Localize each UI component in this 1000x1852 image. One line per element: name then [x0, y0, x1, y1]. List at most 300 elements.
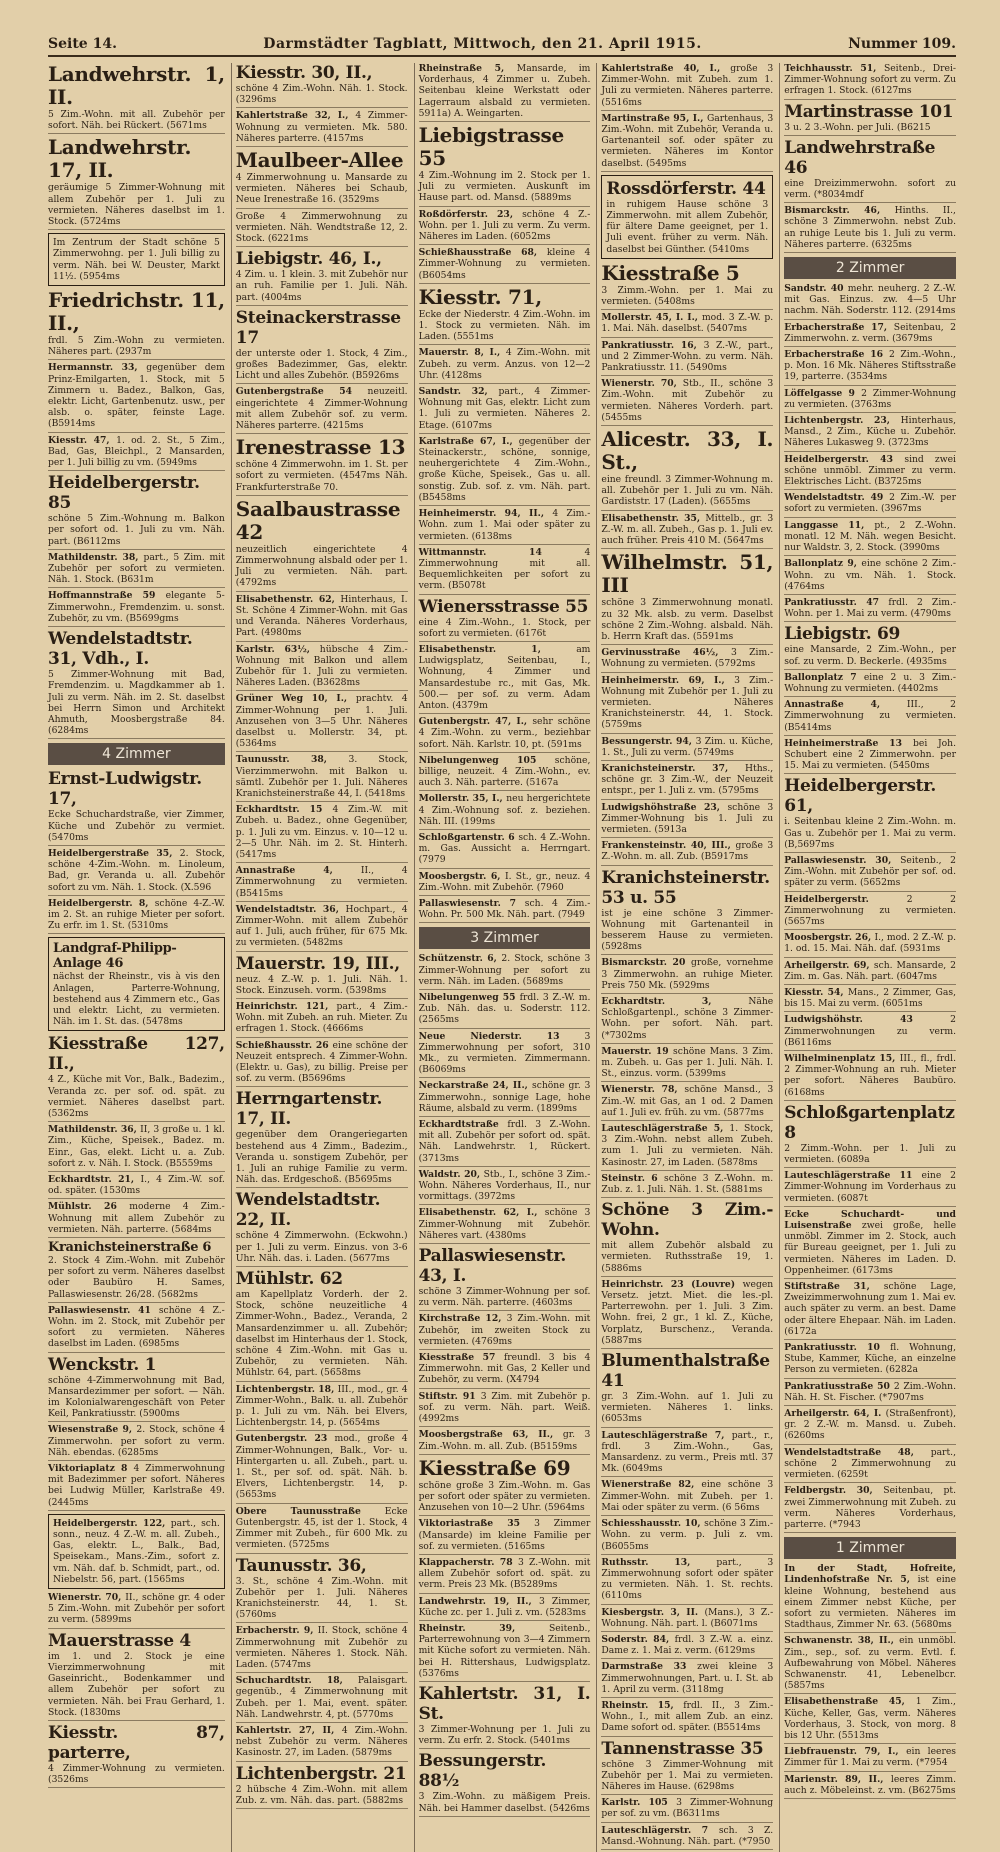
classified-ad: [236, 865, 408, 902]
classified-ad: [784, 597, 956, 622]
ad-lead: Karlstr. 105: [601, 1797, 677, 1809]
ad-lead: Martinstraße 95, I.,: [601, 112, 707, 124]
ad-headline: Maulbeer-Allee: [235, 148, 404, 173]
classified-ad: [784, 102, 956, 136]
ad-text: part., schöne 2 Zimmerwohnung zu vermieten. (6259t: [784, 1446, 956, 1481]
ad-lead: Heinheimerstraße 13: [784, 737, 914, 749]
classified-ad: [48, 1305, 225, 1353]
ad-text: frdl. 3 Z.-W. m. Zub. Näh. das. u. Soderstr. 112. (2565ms: [418, 992, 591, 1026]
ad-text: am Kapellplatz Vorderh. der 2. Stock, schöne neuzeitliche 4 Zimmer-Wohn., Badez., Veranda, 2 Mansardenzimmer u. all. Zubehör; daselbst im Hinterhaus der 1. Stock, schöne 4 Zim.-Wohn. mit Gas u. Zubehör, zu vermieten. Näh. Mühlstr. 64, part. (5658ms: [235, 1289, 408, 1379]
ad-text: 4 Zim.-Wohn. nebst Zubehör zu verm. Näheres Kasinostr. 27, im Laden. (5879ms: [235, 1724, 408, 1759]
ad-text: schöne 3 Zimmerwohnung monatl. zu 32 Mk. alsb. zu verm. Daselbst schöne 2 Zim.-Wohng. alsbald. Näh. b. Herrn Kraft das. (5591ms: [601, 597, 774, 642]
ad-text: schöne 3 Zimmer-Wohnung mit Zubehör per 1. Mai zu vermieten. Näheres im Hause. (6298ms: [601, 1758, 774, 1792]
ad-lead: Mauerstr. 8, I.,: [418, 347, 506, 359]
ad-text: Hinths. II., schöne 3 Zimmerwohn. nebst Zub. an ruhige Leute bis 1. Juli zu verm. Näheres parterre. (6325ms: [784, 205, 956, 250]
ad-text: Gartenhaus, 3 Zim.-Wohn. mit Zubehör, Veranda u. Gartenanteil sof. oder später zu vermieten. Näheres im Kontor daselbst. (5495ms: [601, 112, 774, 169]
classified-ad: [419, 597, 591, 642]
classified-ad: [419, 716, 591, 753]
classified-ad: [419, 898, 591, 923]
classified-ad: [236, 1190, 408, 1267]
ad-text: Seitenb., Drei-Zimmer-Wohnung sofort zu verm. Zu erfragen 1. Stock. (6127ms: [784, 63, 956, 97]
ad-text: 1. Stock, 3 Zim.-Wohn. nebst allem Zubeh. zum 1. Juli zu vermieten. Näh. Kasinostr. 27, im Laden. (5878ms: [601, 1123, 774, 1168]
classified-ad: [48, 362, 225, 432]
ad-text: sch. 4 Zim.-Wohn. Pr. 500 Mk. Näh. part. (7949: [418, 897, 591, 921]
classified-ad: [784, 1447, 956, 1484]
classified-ad: [419, 1169, 591, 1206]
classified-ad: [48, 136, 225, 230]
classified-ad: [419, 247, 591, 284]
classified-ad: [236, 249, 408, 306]
ad-lead: Pankratiusstraße 50: [784, 1380, 894, 1392]
ad-lead: Heidelbergerstr. 122,: [53, 1517, 171, 1529]
classified-ad: [601, 1797, 773, 1822]
ad-lead: Sandstr. 40: [784, 283, 848, 295]
classified-ad: [601, 647, 773, 672]
ad-lead: In der Stadt, Hofreite, Lindenhofstraße Nr. 5,: [784, 1563, 956, 1586]
ad-headline: Herrngartenstr. 17, II.: [235, 1089, 383, 1130]
ad-lead: Moosbergstr. 6,: [418, 870, 505, 882]
ad-text: Große 4 Zimmerwohnung zu vermieten. Näh. Wendtstraße 12, 2. Stock. (6221ms: [235, 210, 408, 245]
ad-text: gegenüber dem Orangeriegarten bestehend aus 4 Zimm., Badezim., Veranda u. sonstigem Zubehör, per 1. Juli an ruhige Familie zu verm. Näh. das. Erdgeschoß. (B5695ms: [235, 1129, 408, 1186]
ad-text: Hths., schöne gr. 3 Zim.-W., der Neuzeit entspr., per 1. Juli z. vm. (5795ms: [601, 762, 774, 797]
classified-ad: [419, 1623, 591, 1682]
ad-text: kleine 4 Zimmer-Wohnung zu vermieten. (B6054ms: [418, 247, 591, 281]
ad-lead: Gervinusstraße 46½,: [601, 647, 731, 659]
ad-text: Mansarde, im Vorderhaus, 4 Zimmer u. Zubeh. Seitenbau kleine Werkstatt oder Lagerraum alsbald zu vermieten. 5911a) A. Weingarten.: [418, 63, 591, 119]
ad-text: ist eine kleine Wohnung, bestehend aus einem Zimmer nebst Küche, per sofort zu vermieten. Näheres im Stadthaus, Zimmer Nr. 63. (5680ms: [784, 1574, 957, 1631]
classified-ad: [601, 763, 773, 800]
ad-lead: Landwehrstr. 19, II.,: [418, 1595, 539, 1607]
classified-ad: [48, 63, 225, 134]
ad-lead: Elisabethenstr. 62,: [235, 593, 341, 605]
ad-lead: Bismarckstr. 20: [601, 957, 691, 969]
ad-text: (Mans.), 3 Z.-Wohnung. Näh. part. l. (B6071ms: [601, 1606, 774, 1629]
classified-ad: [784, 1209, 956, 1279]
ad-text: schöne 4 Zimmerwohn. im 1. St. per sofort zu vermieten. (4547ms Näh. Frankfurterstraße 70.: [235, 459, 408, 493]
ad-text: 2. Stock, schöne 4-Zim.-Wohn. m. Linoleum, Bad, gr. Veranda u. all. Zubehör sofort zu vm. Näh. 1. Stock. (X.596: [48, 847, 225, 893]
ad-text: 4 Zim.-W. mit Zubeh. u. Badez., ohne Gegenüber, p. 1. Juli zu vm. Einzus. v. 10—12 u. 2—5 Uhr. Näh. im 2. St. Hinterh. (5417ms: [235, 804, 408, 860]
section-heading: 1 Zimmer: [784, 1537, 956, 1559]
ad-text: Seitenbau, pt. zwei Zimmerwohnung mit Zubeh. zu verm. Näheres Vorderhaus, parterre. (*7943: [784, 1485, 956, 1530]
ad-text: 3 Zimmerwohnung per sofort, 310 Mk., zu vermieten. Zimmermann. (B6069ms: [418, 1030, 591, 1076]
classified-ad: [48, 1723, 225, 1788]
ad-lead: Nibelungenweg 105: [418, 754, 555, 766]
ad-text: Ecke Gutenbergstr. 45, ist der 1. Stock, 4 Zimmer mit Zubeh., für 600 Mk. zu vermieten. (5725ms: [235, 1505, 408, 1551]
classified-ad: [784, 492, 956, 517]
ad-lead: Lauteschlägerstraße 5,: [601, 1123, 730, 1135]
ad-lead: Wendelstadtstr. 36,: [235, 903, 346, 915]
ad-headline: Ernst-Ludwigstr. 17,: [48, 769, 202, 810]
classified-ad: [48, 590, 225, 627]
ad-text: 3 Z.-W., part., und 2 Zimmer-Wohn. zu verm. Näh. Pankratiusstr. 11. (5490ms: [601, 339, 774, 374]
ad-lead: Wiesenstraße 9,: [48, 1424, 137, 1436]
ad-text: prachtv. 4 Zimmer-Wohnung per 1. Juli. Anzusehen von 3—5 Uhr. Näheres daselbst u. Mollerstr. 34, pt. (5364ms: [235, 693, 408, 750]
ad-text: eine Dreizimmerwohn. sofort zu verm. (*8034mdf: [784, 177, 956, 201]
classified-ad: [784, 1746, 956, 1771]
ad-headline: Liebigstr. 69: [784, 624, 901, 645]
ad-text: zwei kleine 3 Zimmerwohnungen, Part. u. I. St. ab 1. April zu verm. (3118mg: [601, 1661, 774, 1695]
ad-lead: Viktoriaplatz 8: [48, 1463, 134, 1475]
ad-text: frdl. 5 Zim.-Wohn zu vermieten. Näheres part. (2937m: [48, 335, 225, 358]
ad-lead: Heidelbergerstr. 8,: [48, 897, 155, 909]
ad-text: 3 Zim.-Wohnung zu vermieten. (5792ms: [601, 647, 774, 670]
classified-ad: [48, 1424, 225, 1461]
ad-text: Seitenb., Parterrewohnung von 3—4 Zimmern mit Küche sofort zu vermieten. Näh. bei H. Rittershaus, Ludwigsplatz. (5376ms: [418, 1622, 591, 1679]
classified-ad: [419, 63, 591, 122]
classified-ad: [419, 1119, 591, 1167]
ad-lead: Wilhelminenplatz 15,: [784, 1053, 900, 1064]
classified-ad: [48, 1514, 225, 1589]
ad-lead: Kiesstraße 57: [418, 1352, 504, 1364]
ad-text: 5 Zim.-Wohn. mit all. Zubehör per sofort. Näh. bei Rückert. (5671ms: [48, 109, 225, 132]
ad-text: Nähe Schloßgartenpl., schöne 3 Zimmer-Wohn. per sofort. Näh. part. (*7302ms: [601, 995, 774, 1041]
ad-lead: Karlstr. 63½,: [235, 643, 320, 655]
ad-text: gr. 3 Zim.-Wohn. auf 1. Juli zu vermieten. Näheres 1. links. (6053ms: [601, 1391, 774, 1425]
ad-headline: Liebigstr. 46, I.,: [235, 249, 382, 270]
ad-text: schöne große 3 Zim.-Wohn. m. Gas per sofort oder später zu vermieten. Anzusehen von 10—2 Uhr. (5964ms: [418, 1479, 591, 1514]
ad-text: 2 hübsche 4 Zim.-Wohn. mit allem Zub. z. vm. Näh. das. part. (5882ms: [235, 1783, 408, 1806]
ad-lead: Rheinstr. 39,: [418, 1622, 549, 1634]
ad-text: eine freundl. 3 Zimmer-Wohnung m. all. Zubehör per 1. Juli zu vm. Näh. Gardiststr. 17 (Laden). (5655ms: [601, 474, 774, 508]
classified-ad: [48, 1034, 225, 1122]
ad-headline: Wenckstr. 1: [48, 1354, 157, 1375]
classified-ad: [236, 644, 408, 692]
ad-lead: Elisabethenstraße 45,: [784, 1696, 916, 1708]
ad-lead: Kiesstr. 54,: [784, 986, 848, 998]
ad-text: ein leeres Zimmer für 1. Mai zu verm. (*7954: [784, 1746, 956, 1769]
ad-lead: Soderstr. 84,: [601, 1633, 675, 1645]
classified-ad: [48, 552, 225, 589]
classified-ad: [419, 992, 591, 1029]
classified-ad: [784, 1635, 956, 1694]
classified-ad: [601, 1123, 773, 1171]
ad-headline: Kiesstraße 5: [601, 260, 740, 285]
ad-text: sch. Mansarde, 2 Zim. m. Gas. Näh. part. (6047ms: [784, 959, 956, 982]
ad-lead: Schuchardtstr. 18,: [235, 1675, 358, 1687]
ad-lead: Schießhausstraße 68,: [418, 247, 547, 259]
ad-text: 3 Zim. mit Zubehör p. sof. zu verm. Näh. part. Weiß. (4992ms: [418, 1390, 591, 1425]
ad-lead: Wendelstadtstraße 48,: [784, 1446, 931, 1458]
ad-lead: Heidelbergerstr. 43: [784, 453, 905, 465]
classified-ad: [236, 754, 408, 802]
ad-text: elegante 5-Zimmerwohn., Fremdenzim. u. sonst. Zubehör, zu vm. (B5699gms: [48, 590, 225, 624]
ad-lead: Kahlertstraße 40, I.,: [601, 63, 731, 74]
ad-lead: Wienerstr. 78,: [601, 1084, 685, 1096]
ad-text: schöne 5 Zim.-Wohnung m. Balkon per sofort od. 1. Juli zu vm. Näh. part. (B6112ms: [48, 513, 225, 547]
classified-ad: [601, 113, 773, 172]
ad-text: schöne 3 Zimmer-Wohnung per sof. zu verm. Näh. parterre. (4603ms: [418, 1286, 591, 1309]
ad-headline: Kranichsteinerstr. 53 u. 55: [601, 867, 770, 908]
classified-ad: [601, 513, 773, 550]
ad-text: frdl. 3 Z.-Wohn. mit all. Zubehör per sofort od. spät. Näh. Landwehrstr. 1, Rückert. (3713ms: [418, 1119, 591, 1164]
ad-text: neu hergerichtete 4 Zim.-Wohnung sof. z. beziehen. Näh. III. (199ms: [418, 793, 591, 827]
ad-headline: Steinackerstrasse 17: [235, 307, 401, 348]
classified-ad: [601, 996, 773, 1044]
ad-lead: Wendelstadtstr. 49: [784, 492, 890, 504]
ad-headline: Mauerstr. 19, III.,: [235, 953, 400, 974]
ad-lead: Heinheimerstr. 69, I.,: [601, 674, 735, 686]
classified-ad: [784, 1774, 956, 1799]
classified-ad: [784, 63, 956, 100]
classified-ad: [601, 1825, 773, 1850]
ad-lead: Pankratiusstr. 47: [784, 596, 889, 608]
classified-ad: [601, 1607, 773, 1632]
ad-text: neuz. 4 Z.-W. p. 1. Juli. Näh. 1. Stock. Einzuseh. vorm. (5398ms: [235, 973, 408, 996]
ad-text: II., schöne gr. 4 oder 5 Zim.-Wohn. mit Zubehör per sofort zu verm. (5899ms: [48, 1592, 225, 1626]
classified-ad: [784, 1103, 956, 1168]
classified-ad: [419, 953, 591, 990]
ad-lead: Wienerstr. 70,: [48, 1592, 126, 1604]
ad-text: pt., 2 Z.-Wohn. monatl. 12 M. Näh. wegen Besicht. nur Waldstr. 3, 2. Stock. (3990ms: [784, 519, 957, 554]
classified-ad: [784, 672, 956, 697]
column-2: [231, 63, 408, 1852]
ad-lead: Annastraße 4,: [235, 865, 361, 877]
ad-text: im 1. und 2. Stock je eine Vierzimmerwohnung mit Gaseinricht., Bodenkammer und allem Zubehör per sofort zu vermieten. Näh. bei Frau Gerhard, 1. Stock. (1830ms: [48, 1650, 225, 1718]
ad-lead: Kiesbergstr. 3, II.: [601, 1606, 705, 1618]
classified-ad: [419, 1207, 591, 1244]
classified-ad: [48, 898, 225, 935]
ad-text: III., fl., frdl. 2 Zimmer-Wohnung an ruh. Mieter per sofort. Näheres Baubüro. (6168ms: [784, 1053, 957, 1098]
ad-lead: Nibelungenweg 55: [418, 992, 520, 1003]
ad-lead: Eckhardtstraße: [418, 1119, 508, 1131]
ad-lead: Erbacherstr. 9,: [235, 1625, 318, 1637]
ad-headline: Lichtenbergstr. 21: [235, 1763, 407, 1784]
ad-text: schöne Lage, Zweizimmerwohnung zum 1. Mai ev. auch später zu verm. an best. Dame oder ältere Ehepaar. Näh. im Laden. (6172a: [784, 1281, 957, 1337]
ad-lead: Lichtenbergstr. 23,: [784, 415, 901, 427]
ad-text: eine schöne 2 Zim.-Wohn. zu vm. Näh. 1. Stock. (4764ms: [784, 558, 957, 592]
ad-lead: Rheinstraße 5,: [418, 63, 517, 74]
ad-text: part., 3 Zimmerwohnung sofort oder später zu vermieten. Näh. 1. St. rechts. (6110ms: [601, 1556, 774, 1602]
ad-text: part., sch. sonn., neuz. 4 Z.-W. m. all. Zubeh., Gas, elektr. L., Balk., Bad, Speisekam., Mans.-Zim., sofort z. vm. Näh. daf. b. Schmidt, part., od. Niebelstr. 56, part. (1565ms: [53, 1517, 220, 1585]
ad-headline: Schloßgartenplatz 8: [784, 1102, 955, 1143]
ad-text: Palaisgart. gegenüb., 4 Zimmerwohnung mit Zubeh. per 1. Mai, event. später. Näh. Landwehrstr. 4, pt. (5770ms: [235, 1675, 408, 1720]
ad-text: 4 Zimmerwohnung mit Badezimmer per sofort. Näheres bei Ludwig Müller, Karlstraße 49. (2445ms: [48, 1463, 225, 1508]
classified-ad: [236, 804, 408, 863]
issue-number: Nummer 109.: [848, 36, 956, 52]
classified-ad: [419, 209, 591, 246]
classified-ad: [601, 1430, 773, 1478]
classified-ad: [784, 1696, 956, 1744]
classified-ad: [419, 386, 591, 434]
classified-ad: [419, 1313, 591, 1350]
classified-ad: [601, 675, 773, 734]
ad-headline: Kranichsteinerstraße 6: [48, 1240, 212, 1255]
ad-text: in ruhigem Hause schöne 3 Zimmerwohn. mit allem Zubehör, für ältere Dame geeignet, per 1. Juli event. früher zu verm. Näh. daselbst bei Günther. (5410ms: [606, 198, 769, 255]
classified-ad: [601, 1046, 773, 1083]
ad-headline: Kahlertstr. 31, I. St.: [418, 1683, 591, 1724]
ad-lead: Viktoriastraße 35: [418, 1518, 535, 1530]
column-5: [779, 63, 956, 1852]
classified-ad: [784, 349, 956, 386]
ad-text: ist je eine schöne 3 Zimmer-Wohnung mit Gartenanteil in besserem Hause zu vermieten. (5928ms: [601, 907, 774, 953]
ad-text: (Straßenfront), gr. 2 Z.-W. m. Mansd. u. Zubeh. (6260ms: [784, 1408, 956, 1442]
ad-lead: Kahlertstraße 32, I.,: [235, 110, 356, 122]
ad-lead: Rheinstr. 15,: [601, 1699, 684, 1711]
ad-text: Hinterhaus, I. St. Schöne 4 Zimmer-Wohn. mit Gas und Veranda. Näheres Vorderhaus, Part. (4980ms: [235, 593, 408, 639]
ad-text: part., 5 Zim. mit Zubehör per sofort zu vermieten. Näh. 1. Stock. (B631m: [48, 551, 225, 586]
ad-text: hübsche 4 Zim.-Wohnung mit Balkon und allem Zubehör für 1. Juli zu vermieten. Näheres Laden. (B3628ms: [235, 643, 408, 689]
classified-ad: [784, 454, 956, 491]
ad-headline: Wienersstrasse 55: [418, 596, 589, 617]
ad-headline: Landwehrstr. 1, II.: [48, 62, 225, 109]
classified-ad: [784, 138, 956, 203]
classified-ad: [236, 110, 408, 147]
ad-lead: Klappacherstr. 78: [418, 1556, 519, 1568]
classified-ad: [48, 1174, 225, 1199]
ad-lead: Lichtenbergstr. 18,: [235, 1383, 338, 1395]
ad-text: 2 Zim.-Wohn., p. Mon. 16 Mk. Näheres Stiftsstraße 19, parterre. (3534ms: [784, 349, 956, 383]
ad-lead: Teichhausstr. 51,: [784, 63, 884, 74]
classified-ad: [784, 1281, 956, 1340]
ad-text: sind zwei schöne unmöbl. Zimmer zu verm. Elektrisches Licht. (B3725ms: [784, 453, 956, 488]
classified-ad: [236, 1001, 408, 1038]
ad-text: II. Stock, schöne 4 Zimmerwohnung mit Zubehör zu vermieten. Näheres 1. Stock. Näh. Laden. (5747ms: [235, 1625, 408, 1670]
classified-ad: [784, 388, 956, 413]
ad-text: III., 2 Zimmerwohnung zu vermieten. (B5414ms: [784, 699, 956, 733]
classified-ad: [236, 904, 408, 952]
classified-ad: [784, 1381, 956, 1406]
ad-lead: Ruthsstr. 13,: [601, 1556, 717, 1568]
ad-headline: Bessungerstr. 88½: [418, 1751, 547, 1792]
ad-lead: Löffelgasse 9: [784, 387, 862, 399]
ad-text: 1. od. 2. St., 5 Zim., Bad, Gas, Bleichpl., 2 Mansarden, per 1. Juli billig zu vm. (5949ms: [48, 434, 225, 469]
ad-text: 2 Zim.-W. per sofort zu vermieten. (3967ms: [784, 492, 956, 515]
ad-text: schöne 3 Zimmer-Wohnung mit Zubehör. Näheres vart. (4380ms: [418, 1207, 591, 1241]
ad-lead: Stiftstr. 91: [418, 1390, 481, 1402]
ad-lead: Pankratiusstr. 16,: [601, 339, 704, 351]
classified-ad: [784, 205, 956, 253]
ad-headline: Martinstrasse 101: [784, 101, 954, 122]
ad-text: 3 Zimm.-Wohn. per 1. Mai zu vermieten. (5408ms: [601, 284, 774, 308]
ad-text: II., 4 Zimmerwohnung zu vermieten. (B5415ms: [235, 865, 408, 899]
section-heading: 2 Zimmer: [784, 257, 956, 279]
ad-lead: Kirchstraße 12,: [418, 1313, 507, 1325]
ad-lead: Annastraße 4,: [784, 699, 907, 711]
ad-text: III., mod., gr. 4 Zimmer-Wohn., Balk. u. all. Zubehör p. 1. Juli zu vm. Näh. bei Elvers, Lichtenbergstr. 14, p. (5654ms: [235, 1383, 408, 1429]
ad-text: moderne 4 Zim.-Wohnung mit allem Zubehör zu vermieten. Näh. parterre. (5684ms: [48, 1201, 225, 1235]
ad-text: part., 4 Zimmer-Wohnung mit Gas, elektr. Licht zum 1. Juli zu vermieten. Näheres 2. Etage. (6107ms: [418, 386, 591, 431]
ad-text: Mittelb., gr. 3 Z.-W. m. all. Zubeh., Gas p. 1. Juli ev. auch früher. Preis 410 M. (5647ms: [601, 512, 774, 547]
ad-headline: Pallaswiesenstr. 43, I.: [418, 1246, 567, 1287]
ad-text: 4 Zim. u. 1 klein. 3. mit Zubehör nur an ruh. Familie per 1. Juli. Näh. part. (4004ms: [235, 269, 408, 303]
classified-ad: [784, 283, 956, 320]
ad-lead: Gutenbergstraße 54: [235, 386, 368, 398]
classified-ad: [784, 1014, 956, 1051]
ad-lead: Karlstraße 67, I.,: [418, 435, 519, 447]
ad-text: schöne gr. 3 Zimmerwohn., sonnige Lage, hohe Räume, alsbald zu verm. (1899ms: [418, 1080, 591, 1114]
ad-text: 3. St., schöne 4 Zim.-Wohn. mit Zubehör per 1. Juli. Näheres Kranichsteinerstr. 44, 1. St. (5760ms: [235, 1575, 408, 1621]
ad-text: Ecke der Niederstr. 4 Zim.-Wohn. im 1. Stock zu vermieten. Näh. im Laden. (5551ms: [418, 308, 591, 343]
masthead-date: Darmstädter Tagblatt, Mittwoch, den 21. April 1915.: [263, 36, 702, 52]
classified-ad: [601, 802, 773, 839]
ad-headline: Mühlstr. 62: [235, 1269, 343, 1290]
classified-ad: [601, 1518, 773, 1555]
ad-text: große 3 Zimmer-Wohn. mit Zubeh. zum 1. Juli zu vermieten. Näheres parterre. (5516ms: [601, 63, 774, 108]
column-4: [596, 63, 773, 1852]
classified-ad: [784, 1485, 956, 1533]
ad-lead: Bismarckstr. 46,: [784, 205, 895, 217]
ad-text: Mans., 2 Zimmer, Gas, bis 15. Mai zu verm. (6051ms: [784, 986, 956, 1010]
ad-text: eine schöne 3 Zimmer-Wohn. mit Zubeh. per 1. Mai oder später zu verm. (6 56ms: [601, 1479, 774, 1513]
classified-ad: [784, 1053, 956, 1101]
classified-ad: [784, 960, 956, 985]
ad-lead: Liebfrauenstr. 79, I.,: [784, 1746, 907, 1758]
ad-headline: Heidelbergerstr. 85: [48, 473, 200, 514]
page-number: Seite 14.: [48, 36, 117, 52]
classified-ad: [419, 436, 591, 506]
classified-ad: [48, 1631, 225, 1721]
page-header: [48, 36, 956, 57]
ad-text: eine 4 Zim.-Wohn., 1. Stock, per sofort zu vermieten. (6176t: [418, 616, 591, 639]
ad-headline: Kiesstraße 69: [418, 1455, 571, 1480]
ad-text: eine Mansarde, 2 Zim.-Wohn., per sof. zu verm. D. Beckerle. (4935ms: [784, 644, 956, 667]
ad-lead: Moosbergstr. 26,: [784, 932, 875, 944]
ad-text: Stb., I., schöne 3 Zim.-Wohn. Näheres Vorderhaus, II., nur vormittags. (3972ms: [418, 1168, 591, 1203]
ad-headline: Mauerstrasse 4: [48, 1630, 191, 1651]
ad-text: 2 Zimm.-Wohn. per 1. Juli zu vermieten. (6089a: [784, 1142, 956, 1166]
ad-lead: Mathildenstr. 36,: [48, 1124, 141, 1136]
classified-ad: [48, 629, 225, 739]
ad-text: frdl. 2 Zim.-Wohn. per 1. Mai zu verm. (4790ms: [784, 596, 956, 620]
ad-lead: Moosbergstraße 63, II.,: [418, 1429, 563, 1441]
ad-lead: Neckarstraße 24, II.,: [418, 1080, 532, 1092]
ad-lead: Feldbergstr. 30,: [784, 1485, 884, 1497]
classified-ad: [601, 1557, 773, 1605]
ad-text: 2. Stock, schöne 3 Zimmer-Wohnung per sofort zu verm. Näh. im Laden. (5689ms: [418, 953, 591, 987]
ad-lead: Schiesshausstr. 10,: [601, 1518, 705, 1530]
classified-ad: [601, 63, 773, 111]
ad-text: am Ludwigsplatz, Seitenbau, I., Wohnung, 4 Zimmer und Mansardestube rc., mit Gas, Mk. 500.— per sof. zu verm. Adam Anton. (4379m: [418, 643, 591, 711]
classified-ad: [236, 954, 408, 999]
ad-lead: Lauteschlägerstraße 7,: [601, 1429, 732, 1441]
classified-ad: [784, 322, 956, 347]
ad-text: schöne 4 Z.-Wohn. im 2. Stock, mit Zubehör per sofort zu vermieten. Näheres daselbst im Laden. (6985ms: [48, 1304, 225, 1350]
ad-text: eine 2 Zimmer-Wohnung im Vorderhaus zu vermieten. (6087t: [784, 1170, 956, 1204]
classified-ad: [601, 1634, 773, 1659]
classified-ad: [601, 340, 773, 377]
classified-ad: [48, 473, 225, 550]
classified-ad: [784, 987, 956, 1012]
section-heading: 4 Zimmer: [48, 743, 225, 765]
classified-ad: [784, 415, 956, 452]
ad-lead: Erbacherstraße 16: [784, 349, 889, 361]
ad-text: 3 Zim.-Wohn. zu mäßigem Preis. Näh. bei Hammer daselbst. (5426ms: [418, 1791, 591, 1814]
classified-ad: [48, 937, 225, 1031]
ad-text: 2 2 Zimmerwohnung zu vermieten. (5657ms: [784, 893, 956, 927]
classified-ad: [236, 1625, 408, 1673]
classified-ad: [601, 378, 773, 426]
ad-lead: Arheilgerstr. 69,: [784, 959, 874, 971]
ad-headline: Kiesstr. 71,: [418, 284, 542, 309]
ad-text: 3 Zim. u. Küche, 1. St., Juli zu verm. (5749ms: [601, 735, 774, 758]
classified-ad: [48, 1355, 225, 1423]
ad-text: schöne 3 Zim.-Wohn. zu verm. p. Juli z. vm. (B6055ms: [601, 1518, 774, 1552]
ad-headline: Kiesstraße 127, II.,: [48, 1034, 225, 1075]
ad-text: 2 Zimmer-Wohnung zu vermieten. (3763ms: [784, 387, 956, 410]
ad-lead: Kahlertstr. 27, II,: [235, 1724, 342, 1736]
ad-text: I. St., gr., neuz. 4 Zim.-Wohn. mit Zubehör. (7960: [418, 870, 591, 893]
ad-lead: Gutenbergstr. 47, I.,: [418, 716, 533, 728]
ad-text: leeres Zimm. auch z. Möbeleinst. z. vm. (B6275ms: [784, 1773, 956, 1796]
ad-text: 4 Zim.-Wohn. zum 1. Mai oder später zu vermieten. (6138ms: [418, 508, 591, 542]
ad-lead: Wienerstr. 70,: [601, 378, 683, 390]
ad-lead: Erbacherstraße 17,: [784, 321, 894, 333]
classified-ad: [784, 1342, 956, 1379]
ad-text: sehr schöne 4 Zim.-Wohn. zu verm., beziehbar sofort. Näh. Karlstr. 10, pt. (591ms: [418, 716, 591, 750]
classified-ad: [48, 1201, 225, 1238]
classified-ad: [236, 1506, 408, 1554]
ad-text: sch. 4 Z.-Wohn. m. Gas. Aussicht a. Herrngart. (7979: [418, 831, 591, 866]
